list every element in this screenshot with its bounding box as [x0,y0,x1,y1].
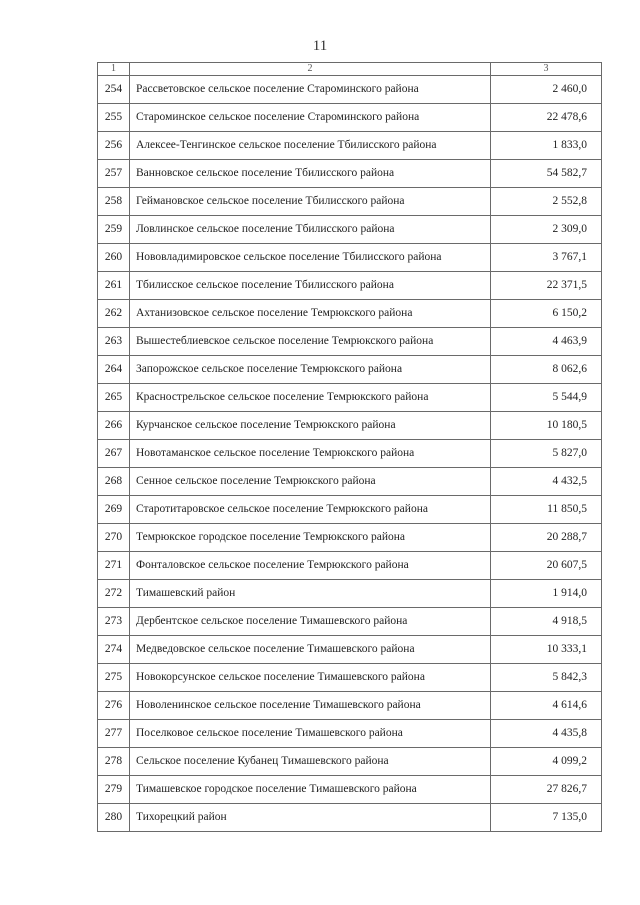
settlement-name: Запорожское сельское поселение Темрюкского района [130,356,491,384]
table-row [98,104,602,132]
row-number: 275 [98,664,130,692]
settlement-name: Геймановское сельское поселение Тбилисского района [130,188,491,216]
amount-value: 8 062,6 [491,356,602,384]
row-number: 259 [98,216,130,244]
amount-value: 22 478,6 [491,104,602,132]
settlement-name: Тимашевское городское поселение Тимашевского района [130,776,491,804]
table-row [98,580,602,608]
amount-value: 54 582,7 [491,160,602,188]
settlement-name: Новотаманское сельское поселение Темрюкского района [130,440,491,468]
amount-value: 4 614,6 [491,692,602,720]
settlement-name: Сенное сельское поселение Темрюкского района [130,468,491,496]
settlement-name: Новокорсунское сельское поселение Тимашевского района [130,664,491,692]
table-header-row [98,63,602,76]
table-row [98,300,602,328]
settlement-name: Тихорецкий район [130,804,491,832]
table-row [98,608,602,636]
amount-value: 2 552,8 [491,188,602,216]
row-number: 258 [98,188,130,216]
column-header-name: 2 [130,63,491,76]
amount-value: 11 850,5 [491,496,602,524]
table-row [98,160,602,188]
row-number: 279 [98,776,130,804]
settlement-name: Тимашевский район [130,580,491,608]
row-number: 257 [98,160,130,188]
settlement-name: Ловлинское сельское поселение Тбилисского района [130,216,491,244]
table-row [98,524,602,552]
amount-value: 6 150,2 [491,300,602,328]
table-row [98,720,602,748]
column-header-value: 3 [491,63,602,76]
row-number: 268 [98,468,130,496]
amount-value: 4 463,9 [491,328,602,356]
settlement-name: Краснострельское сельское поселение Темрюкского района [130,384,491,412]
amount-value: 10 180,5 [491,412,602,440]
amount-value: 22 371,5 [491,272,602,300]
amount-value: 3 767,1 [491,244,602,272]
settlement-name: Поселковое сельское поселение Тимашевского района [130,720,491,748]
row-number: 263 [98,328,130,356]
settlement-name: Дербентское сельское поселение Тимашевского района [130,608,491,636]
row-number: 278 [98,748,130,776]
row-number: 274 [98,636,130,664]
table-row [98,272,602,300]
page-number: 11 [312,38,328,54]
row-number: 270 [98,524,130,552]
table-row [98,76,602,104]
table-row [98,496,602,524]
settlement-name: Курчанское сельское поселение Темрюкского района [130,412,491,440]
amount-value: 2 309,0 [491,216,602,244]
row-number: 272 [98,580,130,608]
row-number: 256 [98,132,130,160]
table-row [98,440,602,468]
row-number: 254 [98,76,130,104]
table-row [98,384,602,412]
settlement-name: Новоленинское сельское поселение Тимашевского района [130,692,491,720]
table-row [98,216,602,244]
table-row [98,412,602,440]
row-number: 276 [98,692,130,720]
table-row [98,692,602,720]
settlement-name: Сельское поселение Кубанец Тимашевского района [130,748,491,776]
amount-value: 4 432,5 [491,468,602,496]
settlement-name: Вышестеблиевское сельское поселение Темрюкского района [130,328,491,356]
amount-value: 1 833,0 [491,132,602,160]
amount-value: 5 827,0 [491,440,602,468]
table-row [98,468,602,496]
row-number: 261 [98,272,130,300]
table-row [98,328,602,356]
settlement-name: Рассветовское сельское поселение Староминского района [130,76,491,104]
settlement-name: Ахтанизовское сельское поселение Темрюкского района [130,300,491,328]
row-number: 255 [98,104,130,132]
table-row [98,776,602,804]
settlement-name: Медведовское сельское поселение Тимашевского района [130,636,491,664]
row-number: 267 [98,440,130,468]
settlement-name: Нововладимировское сельское поселение Тбилисского района [130,244,491,272]
table-row [98,244,602,272]
amount-value: 27 826,7 [491,776,602,804]
allocation-table [97,62,602,832]
row-number: 266 [98,412,130,440]
amount-value: 4 099,2 [491,748,602,776]
table-row [98,188,602,216]
amount-value: 5 544,9 [491,384,602,412]
row-number: 277 [98,720,130,748]
row-number: 260 [98,244,130,272]
row-number: 271 [98,552,130,580]
column-header-number: 1 [98,63,130,76]
amount-value: 5 842,3 [491,664,602,692]
amount-value: 4 918,5 [491,608,602,636]
settlement-name: Алексее-Тенгинское сельское поселение Тбилисского района [130,132,491,160]
amount-value: 7 135,0 [491,804,602,832]
row-number: 273 [98,608,130,636]
table-row [98,132,602,160]
amount-value: 2 460,0 [491,76,602,104]
settlement-name: Староминское сельское поселение Староминского района [130,104,491,132]
settlement-name: Тбилисское сельское поселение Тбилисского района [130,272,491,300]
row-number: 264 [98,356,130,384]
amount-value: 10 333,1 [491,636,602,664]
amount-value: 1 914,0 [491,580,602,608]
table-row [98,804,602,832]
settlement-name: Темрюкское городское поселение Темрюкского района [130,524,491,552]
settlement-name: Ванновское сельское поселение Тбилисского района [130,160,491,188]
row-number: 265 [98,384,130,412]
table-row [98,552,602,580]
table-row [98,356,602,384]
table-row [98,664,602,692]
row-number: 280 [98,804,130,832]
settlement-name: Старотитаровское сельское поселение Темрюкского района [130,496,491,524]
table-row [98,748,602,776]
row-number: 269 [98,496,130,524]
amount-value: 20 607,5 [491,552,602,580]
table-body [98,76,602,832]
row-number: 262 [98,300,130,328]
table-row [98,636,602,664]
settlement-name: Фонталовское сельское поселение Темрюкского района [130,552,491,580]
amount-value: 20 288,7 [491,524,602,552]
amount-value: 4 435,8 [491,720,602,748]
